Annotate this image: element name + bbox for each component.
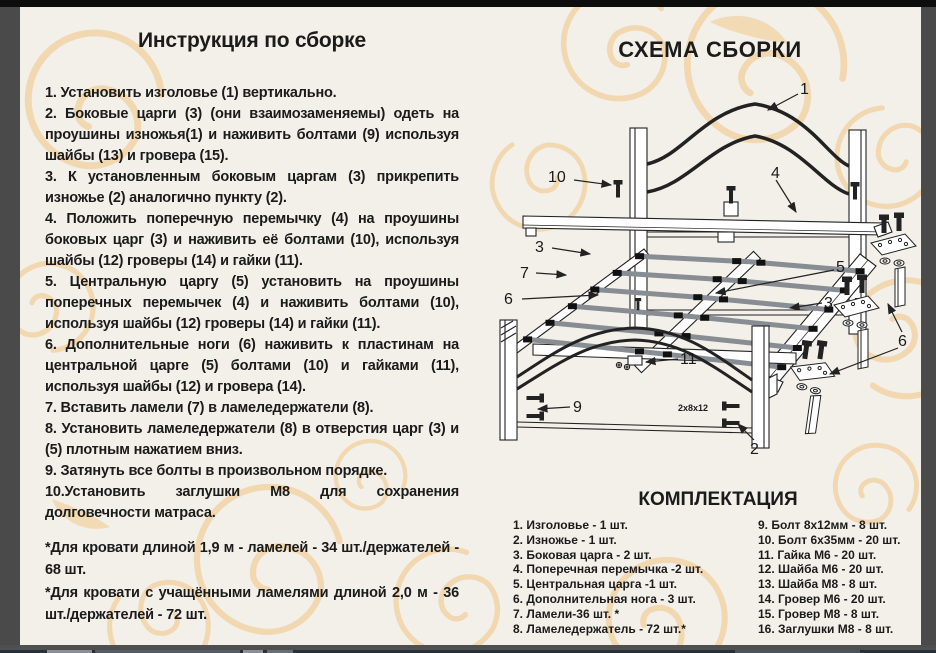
- parts-list-item: 5. Центральная царга -1 шт.: [513, 577, 678, 592]
- window-top-edge: [0, 0, 936, 7]
- parts-title: КОМПЛЕКТАЦИЯ: [638, 489, 798, 510]
- diagram-title: СХЕМА СБОРКИ: [618, 37, 802, 62]
- callout-footboard: 2: [750, 441, 759, 458]
- parts-list-right: [758, 518, 921, 636]
- callout-nut: 11: [680, 351, 697, 368]
- parts-list-item: 12. Шайба М6 - 20 шт.: [758, 562, 884, 577]
- instruction-step: 5. Центральную царгу (5) установить на проушины поперечных перемычек (4) и наживить болтами (10), используя шайбы (12) гроверы (14) и гайки (11).: [45, 274, 459, 332]
- footnotes: [45, 538, 459, 628]
- instruction-step: 8. Установить ламеледержатели (8) в отверстия царг (3) и (5) плотным нажатием вниз.: [45, 421, 459, 458]
- instruction-steps: [45, 83, 459, 524]
- parts-list-item: 14. Гровер М6 - 20 шт.: [758, 591, 886, 606]
- instructions-column: [45, 7, 459, 645]
- callout-central-rail: 5: [836, 259, 845, 276]
- bed-assembly-drawing: [478, 82, 921, 480]
- callout-crossbar: 4: [771, 165, 780, 182]
- parts-list-item: 10. Болт 6х35мм - 20 шт.: [758, 532, 901, 547]
- parts-list-item: 8. Ламеледержатель - 72 шт.*: [513, 621, 686, 636]
- instruction-sheet: [20, 7, 921, 645]
- parts-list-item: 9. Болт 8х12мм - 8 шт.: [758, 518, 888, 532]
- instruction-step: 1. Установить изголовье (1) вертикально.: [45, 85, 337, 101]
- parts-list-item: 16. Заглушки М8 - 8 шт.: [758, 621, 894, 636]
- parts-list-item: 15. Гровер М8 - 8 шт.: [758, 606, 880, 621]
- instruction-step: 10.Установить заглушки М8 для сохранения долговечности матраса.: [45, 484, 459, 521]
- instruction-step: 3. К установленным боковым царгам (3) прикрепить изножье (2) аналогично пункту (2).: [45, 169, 459, 206]
- callout-side-rail-right: 3: [824, 295, 833, 312]
- parts-list-left: [513, 518, 748, 636]
- parts-list-item: 3. Боковая царга - 2 шт.: [513, 547, 652, 562]
- parts-list-item: 13. Шайба М8 - 8 шт.: [758, 577, 878, 592]
- callout-lamel: 7: [520, 265, 529, 282]
- callout-side-rail-left: 3: [535, 239, 544, 256]
- callout-leg-right: 6: [898, 333, 907, 350]
- footnote: *Для кровати с учащёнными ламелями длиной 2,0 м - 36 шт./держателей - 72 шт.: [45, 585, 459, 623]
- callout-headboard: 1: [800, 81, 809, 98]
- instruction-step: 7. Вставить ламели (7) в ламеледержатели (8).: [45, 400, 374, 416]
- parts-list-item: 4. Поперечная перемычка -2 шт.: [513, 562, 704, 577]
- parts-list-item: 11. Гайка М6 - 20 шт.: [758, 547, 877, 562]
- parts-list-item: 6. Дополнительная нога - 3 шт.: [513, 591, 696, 606]
- instruction-step: 6. Дополнительные ноги (6) наживить к пластинам на центральной царге (5) болтами (10) и гайками (11), используя шайбы (12) и гровера (14).: [45, 337, 459, 395]
- instruction-step: 9. Затянуть все болты в произвольном порядке.: [45, 463, 388, 479]
- assembly-diagram: [478, 82, 921, 480]
- parts-list-item: 1. Изголовье - 1 шт.: [513, 518, 628, 532]
- callout-leg-left: 6: [504, 291, 513, 308]
- instruction-step: 2. Боковые царги (3) (они взаимозаменяемы) одеть на проушины изножья(1) и наживить болтами (9) используя шайбы (13) и гровера (15).: [45, 106, 459, 164]
- instructions-title: Инструкция по сборке: [138, 29, 366, 52]
- callout-bolt-10: 10: [548, 169, 566, 186]
- instruction-step: 4. Положить поперечную перемычку (4) на проушины боковых царг (3) и наживить её болтами (10), используя шайбы (12) гроверы (14) и гайки (11).: [45, 211, 459, 269]
- parts-list-item: 2. Изножье - 1 шт.: [513, 532, 617, 547]
- parts-list-item: 7. Ламели-36 шт. *: [513, 606, 620, 621]
- footnote: *Для кровати длиной 1,9 м - ламелей - 34 шт./держателей - 68 шт.: [45, 540, 459, 578]
- callout-bolt-9: 9: [573, 399, 582, 416]
- bolt-size-annotation: 2x8x12: [678, 403, 709, 413]
